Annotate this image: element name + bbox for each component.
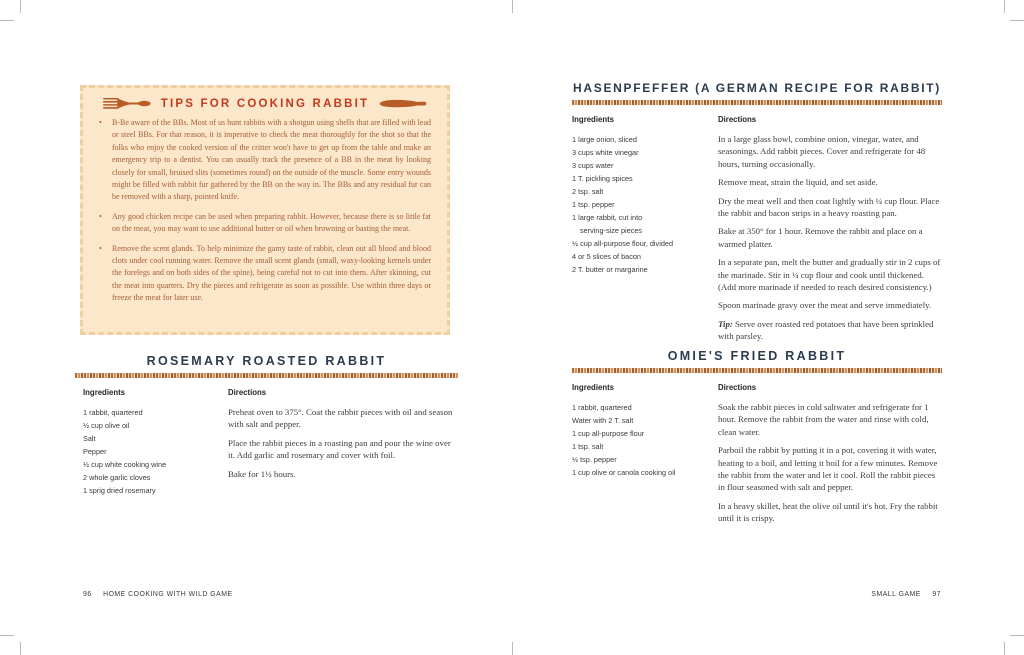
ingredients-heading: Ingredients — [572, 383, 615, 392]
directions-heading: Directions — [228, 388, 267, 397]
tips-box — [80, 85, 450, 335]
ingredients-column — [572, 383, 718, 531]
direction-paragraph: Spoon marinade gravy over the meat and serve immediately. — [718, 300, 932, 311]
crop-mark — [20, 0, 21, 13]
crop-mark — [1004, 0, 1005, 13]
crop-mark — [512, 642, 513, 655]
tip-item — [99, 211, 431, 236]
directions-list — [718, 133, 942, 343]
bullet-icon: • — [99, 243, 102, 253]
direction-paragraph: In a large glass bowl, combine onion, vinegar, water, and seasonings. Add rabbit pieces. Cover and refrigerate for 48 hours, turning occasionally. — [718, 134, 926, 169]
ingredient-item: 1 sprig dried rosemary — [83, 486, 156, 495]
page-number: 97 — [932, 591, 941, 598]
bullet-icon: • — [99, 211, 102, 221]
ingredient-item: Pepper — [83, 447, 107, 456]
separator-rule — [75, 373, 458, 378]
direction-paragraph: Remove meat, strain the liquid, and set aside. — [718, 177, 878, 188]
direction-paragraph: Bake at 350° for 1 hour. Remove the rabbit and place on a warmed platter. — [718, 226, 923, 249]
ingredients-column — [75, 388, 228, 497]
recipe-hasenpfeffer — [572, 81, 942, 349]
ingredients-list — [572, 133, 718, 276]
ingredient-item: 2 T. butter or margarine — [572, 265, 648, 274]
direction-paragraph: Place the rabbit pieces in a roasting pan and pour the wine over it. Add garlic and rosemary and cover with foil. — [228, 437, 451, 461]
directions-heading: Directions — [718, 383, 757, 392]
tip-text: B-Be aware of the BBs. Most of us hunt rabbits with a shotgun using shells that are filled with lead or steel BBs. For that reason, it is imperative to check the meat thoroughly for the shot so that the folks who enjoy the cooked version of the critter won't have to get up from the table and make an emergency trip to a dentist. You can usually track the presence of a BB in the meat by looking closely for small, bruised slits (sometimes round) on the outside of the muscle. Some entry wounds might be filled with rabbit fur gathered by the BB on the way in. The BBs and any residual fur can be removed with a sharp, pointed knife. — [112, 118, 431, 202]
recipe-rosemary-roasted-rabbit — [75, 354, 458, 497]
crop-mark — [512, 0, 513, 13]
tips-title-row — [99, 97, 431, 110]
directions-column — [228, 388, 458, 497]
ingredients-heading: Ingredients — [83, 388, 126, 397]
ingredient-item: ½ cup white cooking wine — [83, 460, 167, 469]
ingredient-item: 2 whole garlic cloves — [83, 473, 151, 482]
tips-list — [99, 117, 431, 305]
recipe-columns — [572, 383, 942, 531]
crop-mark — [1010, 635, 1024, 636]
direction-paragraph: Preheat oven to 375°. Coat the rabbit pieces with oil and season with salt and pepper. — [228, 407, 453, 430]
ingredient-item: 1 cup all-purpose flour — [572, 429, 645, 438]
left-page-footer — [83, 591, 233, 598]
ingredient-item: ½ cup all-purpose flour, divided — [572, 239, 674, 248]
ingredient-item: 1 large onion, sliced — [572, 135, 637, 144]
crop-mark — [0, 635, 14, 636]
page-number: 96 — [83, 591, 92, 598]
crop-mark — [1004, 642, 1005, 655]
crop-mark — [0, 20, 14, 21]
bullet-icon: • — [99, 118, 102, 127]
ingredient-item: 1 rabbit, quartered — [83, 408, 143, 417]
direction-paragraph: Soak the rabbit pieces in cold saltwater and refrigerate for 1 hour. Remove the rabbit from the water and rinse with cold, clean water. — [718, 402, 929, 437]
direction-paragraph: Tip: Serve over roasted red potatoes that have been sprinkled with parsley. — [718, 318, 934, 342]
tip-item — [99, 243, 431, 305]
directions-column — [718, 383, 942, 531]
ingredient-item: 1 T. pickling spices — [572, 174, 633, 183]
running-title: SMALL GAME — [871, 591, 921, 598]
ingredients-heading: Ingredients — [572, 115, 615, 124]
recipe-omies-fried-rabbit — [572, 349, 942, 531]
recipe-columns — [75, 388, 458, 497]
ingredients-column — [572, 115, 718, 349]
direction-paragraph: In a separate pan, melt the butter and gradually stir in 2 cups of the marinade. Stir in ¼ cup flour and cook until thickened. (Add more marinade if needed to reach desired consistency.) — [718, 257, 941, 293]
direction-paragraph: Parboil the rabbit by putting it in a pot, covering it with water, heating to a boil, and letting it boil for a few minutes. Remove the rabbit from the water and let it cool. Roll the rabbit pieces in flour seasoned with salt and pepper. — [718, 445, 938, 493]
direction-paragraph: In a heavy skillet, heat the olive oil until it's hot. Fry the rabbit until it is crispy. — [718, 500, 938, 524]
recipe-title: OMIE'S FRIED RABBIT — [667, 349, 847, 363]
ingredient-item: serving-size pieces — [580, 226, 643, 235]
ingredient-item: 3 cups white vinegar — [572, 148, 639, 157]
crop-mark — [1010, 20, 1024, 21]
ingredient-item: 1 large rabbit, cut into — [572, 213, 643, 222]
recipe-columns — [572, 115, 942, 349]
separator-rule — [572, 100, 942, 105]
ingredient-item: ½ tsp. pepper — [572, 455, 617, 464]
ingredient-item: 3 cups water — [572, 161, 614, 170]
right-page-footer — [871, 591, 941, 598]
ingredient-item: 1 tsp. pepper — [572, 200, 615, 209]
crop-mark — [20, 642, 21, 655]
tips-box-title: TIPS FOR COOKING RABBIT — [160, 97, 370, 110]
separator-rule — [572, 368, 942, 373]
directions-list — [718, 401, 942, 525]
ingredient-item: ½ cup olive oil — [83, 421, 130, 430]
running-title: HOME COOKING WITH WILD GAME — [103, 591, 233, 598]
directions-column — [718, 115, 942, 349]
ingredient-item: Water with 2 T. salt — [572, 416, 634, 425]
ingredient-item: 2 tsp. salt — [572, 187, 604, 196]
ingredient-item: 1 rabbit, quartered — [572, 403, 632, 412]
ingredient-item: 4 or 5 slices of bacon — [572, 252, 641, 261]
direction-paragraph: Bake for 1½ hours. — [228, 468, 296, 479]
tip-text: Remove the scent glands. To help minimize the gamy taste of rabbit, clean out all blood and blood clots under cool running water. Remove the small scent glands (small, waxy-looking kernels under the forelegs and on both sides of the spine), being careful not to cut into them. After skinning, cut the meat into quarters. Dry the pieces and refrigerate as soon as possible. Use within three days or freeze the meat for later use. — [112, 243, 431, 303]
ingredients-list — [83, 406, 228, 497]
ingredient-item: 1 cup olive or canola cooking oil — [572, 468, 676, 477]
tip-item — [99, 117, 431, 204]
ingredients-list — [572, 401, 718, 479]
recipe-title: ROSEMARY ROASTED RABBIT — [146, 354, 387, 368]
ingredient-item: 1 tsp. salt — [572, 442, 604, 451]
directions-heading: Directions — [718, 115, 757, 124]
tip-lead-label: Tip: — [718, 318, 736, 329]
direction-paragraph: Dry the meat well and then coat lightly with ¼ cup flour. Place the rabbit and bacon strips in a heavy roasting pan. — [718, 195, 940, 219]
ingredient-item: Salt — [83, 434, 96, 443]
recipe-title: HASENPFEFFER (A GERMAN RECIPE FOR RABBIT) — [573, 81, 941, 95]
directions-list — [228, 406, 458, 480]
tip-text: Any good chicken recipe can be used when preparing rabbit. However, because there is so little fat on the meat, you may want to use additional butter or oil when browning or basting the meat. — [112, 211, 431, 234]
knife-icon — [379, 97, 427, 110]
fork-icon — [103, 97, 151, 110]
